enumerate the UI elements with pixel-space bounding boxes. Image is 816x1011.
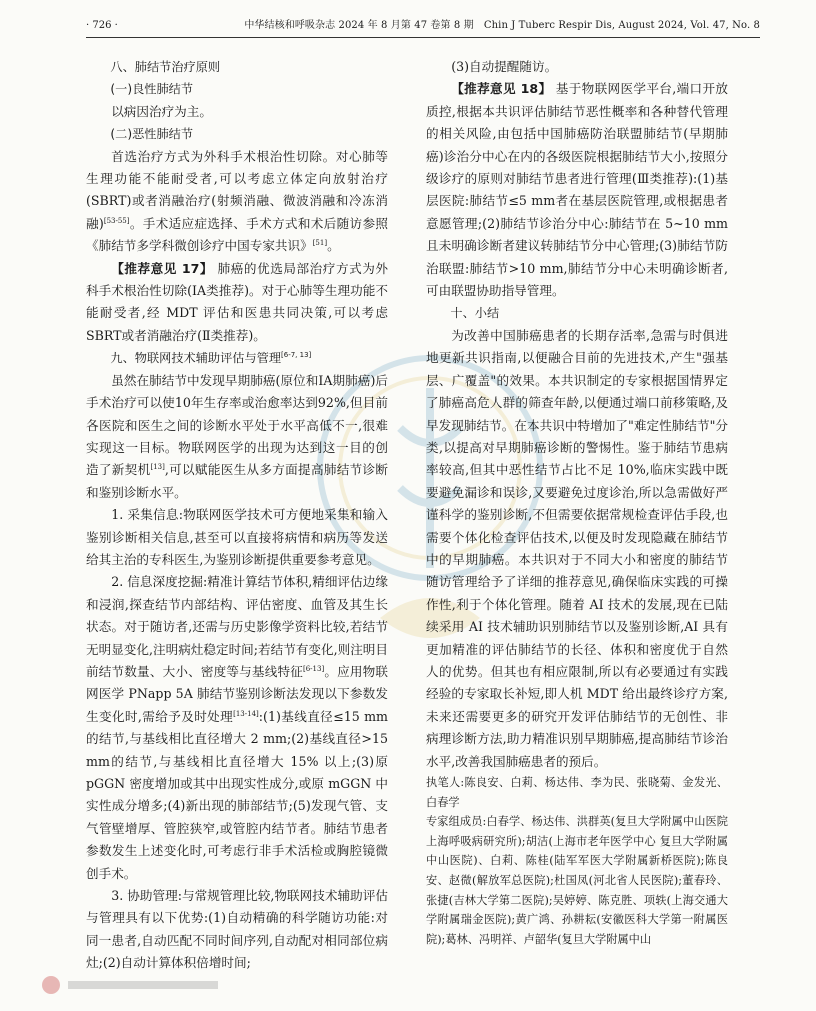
running-header <box>86 18 760 34</box>
writing-authors: 执笔人:陈良安、白莉、杨达伟、李为民、张晓菊、金发光、白春学 <box>426 776 728 809</box>
section-heading-summary: 十、小结 <box>450 306 500 321</box>
left-column <box>86 56 388 975</box>
paragraph-collect-info: 1. 采集信息:物联网医学技术可方便地采集和输入鉴别诊断相关信息,甚至可以直接将病情和病历等发送给其主治的专科医生,为鉴别诊断提供重要参考意见。 <box>86 507 388 567</box>
paragraph-assist-management: 3. 协助管理:与常规管理比较,物联网技术辅助评估与管理具有以下优势:(1)自动精确的科学随访功能:对同一患者,自动匹配不同时间序列,自动配对相同部位病灶;(2)自动计算体积倍增时间; <box>86 888 388 971</box>
paragraph-summary: 为改善中国肺癌患者的长期存活率,急需与时俱进地更新共识指南,以便融合目前的先进技术,产生"强基层、广覆盖"的效果。本共识制定的专家根据国情界定了肺癌高危人群的筛查年龄,以便通过端口前移策略,及早发现肺结节。在本共识中特增加了"难定性肺结节"分类,以提高对早期肺癌诊断的警惕性。鉴于肺结节患病率较高,但其中恶性结节占比不足 10%,临床实践中既要避免漏诊和误诊,又要避免过度诊治,所以急需做好严谨科学的鉴别诊断,不但需要依据常规检查评估手段,也需要个体化检查评估技术,以便及时发现隐藏在肺结节中的早期肺癌。本共识对于不同大小和密度的肺结节随访管理给予了详细的推荐意见,确保临床实践的可操作性,利于个体化管理。随着 AI 技术的发展,现在已陆续采用 AI 技术辅助识别肺结节以及鉴别诊断,AI 具有更加精准的评估肺结节的长径、体积和密度优于自然人的优势。但其也有相应限制,所以有必要通过有实践经验的专家取长补短,即人机 MDT 给出最终诊疗方案,未来还需要更多的研究开发评估肺结节的无创性、非病理诊断方法,助力精准识别早期肺癌,提高肺结节诊治水平,改善我国肺癌患者的预后。 <box>426 327 728 769</box>
publisher-logo-icon <box>40 974 230 996</box>
author-block <box>426 773 728 949</box>
section-heading-iot: 九、物联网技术辅助评估与管理[6-7, 13] <box>110 351 312 366</box>
paragraph-data-mining: 2. 信息深度挖掘:精准计算结节体积,精细评估边缘和浸润,探查结节内部结构、评估密度、血管及其生长状态。对于随访者,还需与历史影像学资料比较,若结节无明显变化,注明病灶稳定时间;若结节有变化,则注明目前结节数量、大小、密度等与基线特征[6-13]。应用物联网医学 PNapp 5A 肺结节鉴别诊断法发现以下参数发生变化时,需给予及时处理[13-14]:(1)基线直径≤15 mm的结节,与基线相比直径增大 2 mm;(2)基线直径>15 mm的结节,与基线相比直径增大 15% 以上;(3)原 pGGN 密度增加或其中出现实性成分,或原 mGGN 中实性成分增多;(4)新出现的肺部结节;(5)发现气管、支气管壁增厚、管腔狭窄,或管腔内结节者。肺结节患者参数发生上述变化时,可考虑行非手术活检或胸腔镜微创手术。 <box>86 574 389 881</box>
paragraph-malignant: 首选治疗方式为外科手术根治性切除。对心肺等生理功能不能耐受者,可以考虑立体定向放射治疗(SBRT)或者消融治疗(射频消融、微波消融和冷冻消融)[53-55]。手术适应症选择、手术方式和术后随访参照《肺结节多学科微创诊疗中国专家共识》[51]。 <box>86 148 388 254</box>
paragraph-reminder: (3)自动提醒随访。 <box>451 59 558 74</box>
section-heading-treatment: 八、肺结节治疗原则 <box>110 60 221 74</box>
subheading-benign: (一)良性肺结节 <box>110 82 194 97</box>
recommendation-18: 【推荐意见 18】 基于物联网医学平台,端口开放质控,根据本共识评估肺结节恶性概率和各种替代管理的相关风险,由包括中国肺癌防治联盟肺结节(早期肺癌)诊治分中心在内的各级医院根据肺结节大小,按照分级诊疗的原则对肺结节患者进行管理(Ⅲ类推荐):(1)基层医院:肺结节≤5 mm者在基层医院管理,或根据患者意愿管理;(2)肺结节诊治分中心:肺结节在 5~10 mm且未明确诊断者建议转肺结节分中心管理;(3)肺结节防治联盟:肺结节>10 mm,肺结节分中心未明确诊断者,可由联盟协助指导管理。 <box>426 81 728 299</box>
expert-group: 专家组成员:白春学、杨达伟、洪群英(复旦大学附属中山医院 上海呼吸病研究所);胡洁(上海市老年医学中心 复旦大学附属中山医院)、白莉、陈桂(陆军军医大学附属新桥医院);陈良安、赵微(解放军总医院);杜国凤(河北省人民医院);董春玲、张捷(吉林大学第二医院);吴婷婷、陈克胜、项轶(上海交通大学附属瑞金医院);黄广鸿、孙耕耘(安徽医科大学第一附属医院);葛林、冯明祥、卢韶华(复旦大学附属中山 <box>426 815 728 946</box>
header-divider <box>86 37 760 38</box>
page-number: · 726 · <box>86 20 118 31</box>
journal-citation: 中华结核和呼吸杂志 2024 年 8 月第 47 卷第 8 期 Chin J Tuberc Respir Dis, August 2024, Vol. 47, No. 8 <box>244 20 760 31</box>
paragraph-benign: 以病因治疗为主。 <box>111 103 212 119</box>
right-column <box>426 56 728 949</box>
subheading-malignant: (二)恶性肺结节 <box>110 127 194 142</box>
paragraph-iot-intro: 虽然在肺结节中发现早期肺癌(原位和ⅠA期肺癌)后手术治疗可以使10年生存率或治愈率达到92%,但目前各医院和医生之间的诊断水平处于水平高低不一,很难实现这一目标。物联网医学的出现为达到这一目的创造了新契机[13],可以赋能医生从多方面提高肺结节诊断和鉴别诊断水平。 <box>86 372 388 500</box>
recommendation-17: 【推荐意见 17】 肺癌的优选局部治疗方式为外科手术根治性切除(ⅠA类推荐)。对于心肺等生理功能不能耐受者,经 MDT 评估和医患共同决策,可以考虑 SBRT或者消融治疗(Ⅱ类推荐)。 <box>86 260 388 343</box>
